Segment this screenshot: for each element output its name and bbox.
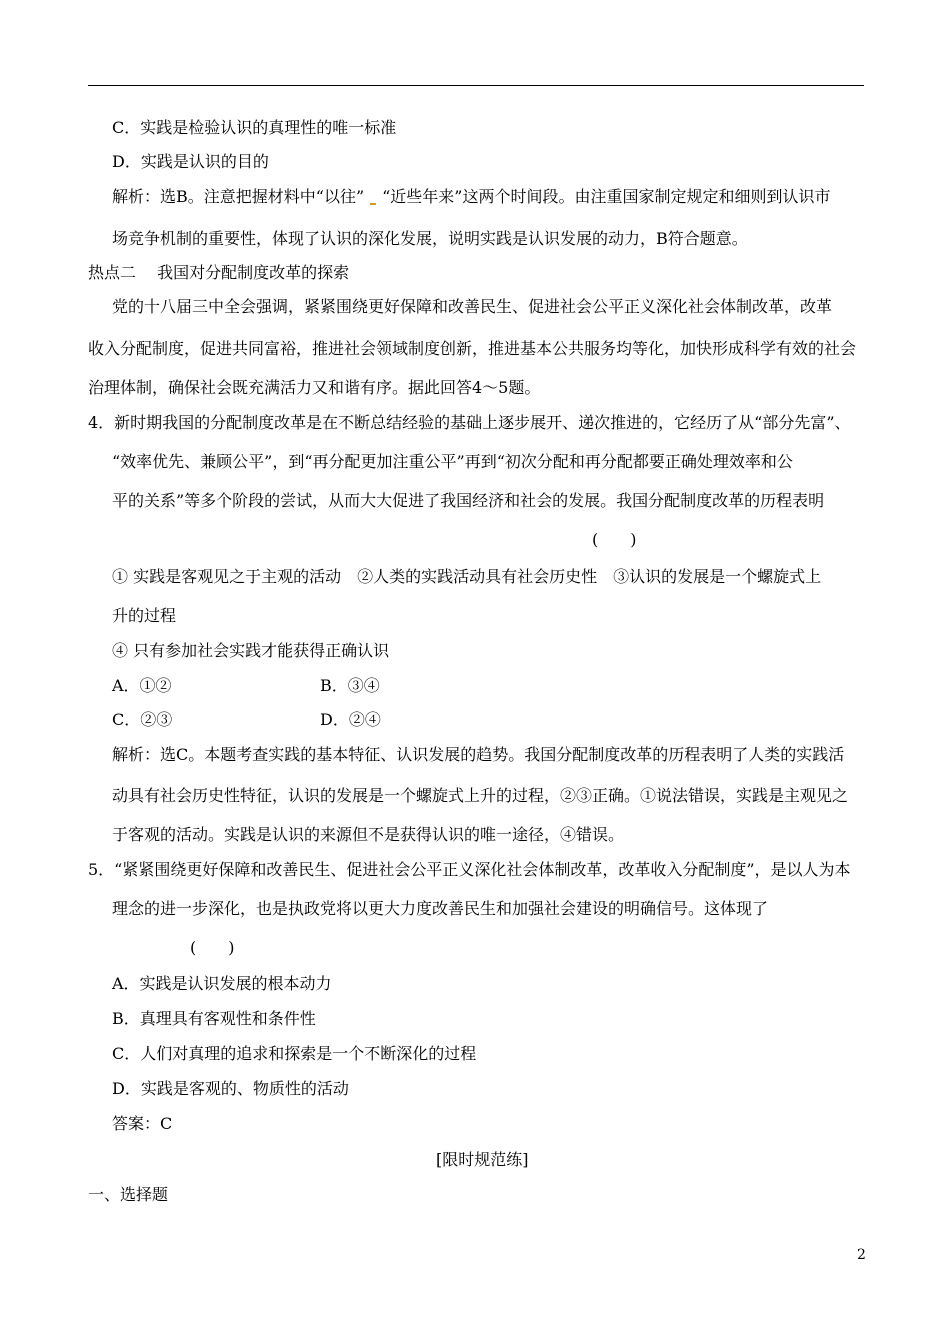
section-title: [限时规范练] xyxy=(436,1150,529,1169)
question-5-line: 理念的进一步深化，也是执政党将以更大力度改善民生和加强社会建设的明确信号。这体现了 xyxy=(112,899,769,918)
analysis-text: “近些年来”这两个时间段。由注重国家制定规定和细则到认识市 xyxy=(382,187,831,206)
question-4-line: “效率优先、兼顾公平”，到“再分配更加注重公平”再到“初次分配和再分配都要正确处理效率和公 xyxy=(112,452,793,471)
analysis-line: 解析：选C。本题考查实践的基本特征、认识发展的趋势。我国分配制度改革的历程表明了人类的实践活 xyxy=(112,745,845,764)
option-a: A．①② xyxy=(112,676,172,695)
section-heading: 热点二 我国对分配制度改革的探索 xyxy=(88,263,350,282)
option-a: A．实践是认识发展的根本动力 xyxy=(112,974,332,993)
question-5-line: 5．“紧紧围绕更好保障和改善民生、促进社会公平正义深化社会体制改革，改革收入分配制度”，是以人为本 xyxy=(88,860,851,879)
option-c: C．人们对真理的追求和探索是一个不断深化的过程 xyxy=(112,1044,477,1063)
statement-line: 升的过程 xyxy=(112,606,177,625)
analysis-line: 动具有社会历史性特征，认识的发展是一个螺旋式上升的过程，②③正确。①说法错误，实践是主观见之 xyxy=(112,786,849,805)
answer-paren: ( ) xyxy=(190,938,235,957)
analysis-line xyxy=(112,187,831,207)
paragraph-line: 治理体制，确保社会既充满活力又和谐有序。据此回答4～5题。 xyxy=(88,378,541,397)
analysis-text: 解析：选B。注意把握材料中“以往” xyxy=(112,187,365,206)
statement-line: ① 实践是客观见之于主观的活动 ②人类的实践活动具有社会历史性 ③认识的发展是一个螺旋式上 xyxy=(112,567,822,586)
option-c: C．②③ xyxy=(112,710,173,729)
analysis-line: 场竞争机制的重要性，体现了认识的深化发展，说明实践是认识发展的动力，B符合题意。 xyxy=(112,229,748,248)
header-rule xyxy=(88,85,864,86)
option-d: D．实践是客观的、物质性的活动 xyxy=(112,1079,349,1098)
question-4-line: 4．新时期我国的分配制度改革是在不断总结经验的基础上逐步展开、递次推进的，它经历了从“部分先富”、 xyxy=(88,413,851,432)
option-d: D．②④ xyxy=(320,710,381,729)
answer-line: 答案：C xyxy=(112,1114,173,1133)
answer-paren: ( ) xyxy=(592,530,637,549)
analysis-line: 于客观的活动。实践是认识的来源但不是获得认识的唯一途径，④错误。 xyxy=(112,825,625,844)
edit-mark-icon xyxy=(370,203,376,205)
option-c: C．实践是检验认识的真理性的唯一标准 xyxy=(112,118,397,137)
paragraph-line: 党的十八届三中全会强调，紧紧围绕更好保障和改善民生、促进社会公平正义深化社会体制改革，改革 xyxy=(112,297,833,316)
statement-line: ④ 只有参加社会实践才能获得正确认识 xyxy=(112,641,390,660)
option-d: D．实践是认识的目的 xyxy=(112,152,269,171)
page-number: 2 xyxy=(857,1247,866,1263)
option-b: B．③④ xyxy=(320,676,380,695)
paragraph-line: 收入分配制度，促进共同富裕，推进社会领域制度创新，推进基本公共服务均等化，加快形成科学有效的社会 xyxy=(88,339,857,358)
question-4-line: 平的关系”等多个阶段的尝试，从而大大促进了我国经济和社会的发展。我国分配制度改革的历程表明 xyxy=(112,491,825,510)
part-heading: 一、选择题 xyxy=(88,1185,169,1204)
option-b: B．真理具有客观性和条件性 xyxy=(112,1009,316,1028)
